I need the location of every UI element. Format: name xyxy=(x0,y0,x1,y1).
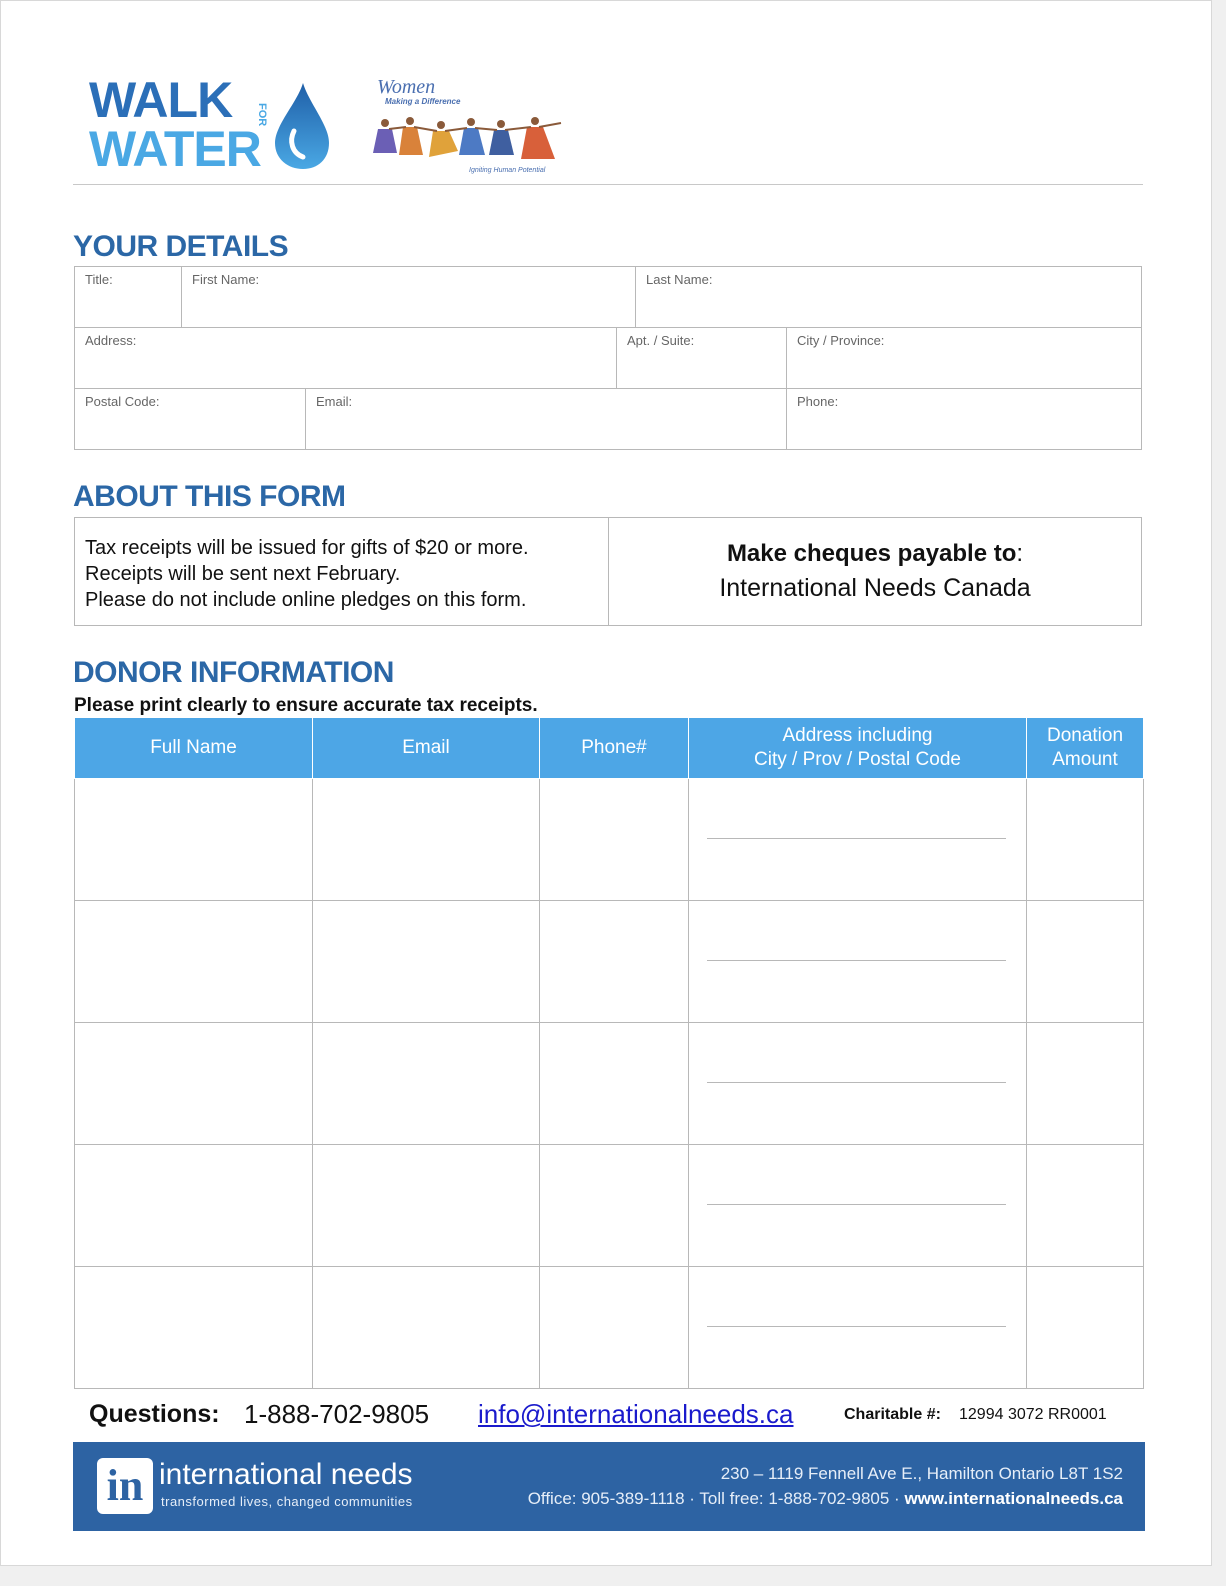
postal-code-label: Postal Code: xyxy=(85,394,160,409)
last-name-label: Last Name: xyxy=(646,272,713,287)
charitable-label: Charitable #: xyxy=(844,1406,941,1423)
org-name: international needs xyxy=(159,1458,413,1491)
walk-for-water-logo xyxy=(89,73,339,173)
phone-cell[interactable] xyxy=(540,1022,689,1144)
table-row xyxy=(75,778,1144,900)
apt-suite-field[interactable] xyxy=(616,327,787,389)
logo-tagline-text: Igniting Human Potential xyxy=(469,167,546,174)
col-donation-amount: Donation Amount xyxy=(1027,718,1144,778)
international-needs-logo-icon: in xyxy=(97,1458,153,1514)
contact-email-link[interactable]: info@internationalneeds.ca xyxy=(478,1399,794,1429)
cheque-payable-label xyxy=(609,540,1141,568)
first-name-field[interactable] xyxy=(181,266,636,328)
full-name-cell[interactable] xyxy=(75,1144,313,1266)
phone-cell[interactable] xyxy=(540,900,689,1022)
cheque-payable-text: Make cheques payable to xyxy=(726,540,1017,567)
col-phone: Phone# xyxy=(540,718,689,778)
address-line-divider xyxy=(707,838,1006,839)
phone-cell[interactable] xyxy=(540,1266,689,1388)
address-line-divider xyxy=(707,1326,1006,1327)
title-field[interactable] xyxy=(74,266,182,328)
email-cell[interactable] xyxy=(313,900,540,1022)
first-name-label: First Name: xyxy=(192,272,260,287)
footer-office-phones: Office: 905-389-1118 · Toll free: 1-888-702-9805 · xyxy=(527,1489,900,1508)
postal-code-field[interactable] xyxy=(74,388,306,450)
apt-suite-label: Apt. / Suite: xyxy=(627,333,695,348)
header-divider xyxy=(73,184,1143,185)
questions-label: Questions: xyxy=(89,1400,220,1428)
donor-table-header xyxy=(75,718,1144,778)
email-cell[interactable] xyxy=(313,1144,540,1266)
logo-making-difference-text: Making a Difference xyxy=(385,97,461,106)
full-name-cell[interactable] xyxy=(75,900,313,1022)
email-cell[interactable] xyxy=(313,778,540,900)
address-field[interactable] xyxy=(74,327,617,389)
footer-website-link[interactable]: www.internationalneeds.ca xyxy=(904,1489,1123,1508)
phone-cell[interactable] xyxy=(540,778,689,900)
table-row xyxy=(75,900,1144,1022)
amount-cell[interactable] xyxy=(1027,900,1144,1022)
footer-office-line xyxy=(528,1489,1123,1509)
email-label: Email: xyxy=(316,394,353,409)
logo-women-text: Women xyxy=(377,76,436,98)
amount-cell[interactable] xyxy=(1027,1266,1144,1388)
address-line-divider xyxy=(707,960,1006,961)
about-line-1: Tax receipts will be issued for gifts of $20 or more. xyxy=(85,537,529,559)
phone-cell[interactable] xyxy=(540,1144,689,1266)
logo-for-text: FOR xyxy=(256,103,268,127)
address-cell[interactable] xyxy=(689,778,1027,900)
cheque-payee-name: International Needs Canada xyxy=(719,574,1031,602)
footer-banner xyxy=(73,1442,1145,1531)
your-details-heading: YOUR DETAILS xyxy=(73,230,289,263)
footer-address: 230 – 1119 Fennell Ave E., Hamilton Ontario L8T 1S2 xyxy=(720,1464,1123,1483)
table-row xyxy=(75,1144,1144,1266)
col-email: Email xyxy=(313,718,540,778)
full-name-cell[interactable] xyxy=(75,778,313,900)
address-cell[interactable] xyxy=(689,900,1027,1022)
address-line-divider xyxy=(707,1082,1006,1083)
about-form-heading: ABOUT THIS FORM xyxy=(73,480,346,513)
address-cell[interactable] xyxy=(689,1022,1027,1144)
address-line-divider xyxy=(707,1204,1006,1205)
address-cell[interactable] xyxy=(689,1144,1027,1266)
donor-info-heading: DONOR INFORMATION xyxy=(73,656,394,689)
email-cell[interactable] xyxy=(313,1022,540,1144)
charitable-number: 12994 3072 RR0001 xyxy=(959,1406,1107,1423)
full-name-cell[interactable] xyxy=(75,1022,313,1144)
logo-water-text: WATER xyxy=(89,121,261,173)
logo-walk-text: WALK xyxy=(89,73,233,128)
city-province-field[interactable] xyxy=(786,327,1142,389)
about-info-box xyxy=(74,517,609,626)
city-province-label: City / Province: xyxy=(797,333,885,348)
contact-phone: 1-888-702-9805 xyxy=(244,1399,430,1429)
address-label: Address: xyxy=(85,333,137,348)
amount-cell[interactable] xyxy=(1027,1144,1144,1266)
phone-label: Phone: xyxy=(797,394,839,409)
cheque-payable-colon: : xyxy=(1016,540,1024,567)
email-cell[interactable] xyxy=(313,1266,540,1388)
col-full-name: Full Name xyxy=(75,718,313,778)
table-row xyxy=(75,1266,1144,1388)
email-field[interactable] xyxy=(305,388,787,450)
amount-cell[interactable] xyxy=(1027,1022,1144,1144)
women-making-a-difference-logo xyxy=(363,71,583,179)
col-address: Address including City / Prov / Postal Code xyxy=(689,718,1027,778)
dancing-women-icon xyxy=(373,117,561,159)
about-line-2: Receipts will be sent next February. xyxy=(85,563,401,585)
last-name-field[interactable] xyxy=(635,266,1142,328)
donor-table xyxy=(74,718,1144,1389)
address-cell[interactable] xyxy=(689,1266,1027,1388)
table-row xyxy=(75,1022,1144,1144)
about-line-3: Please do not include online pledges on this form. xyxy=(85,589,527,611)
title-label: Title: xyxy=(85,272,113,287)
amount-cell[interactable] xyxy=(1027,778,1144,900)
org-tagline: transformed lives, changed communities xyxy=(161,1494,413,1509)
cheque-info-box xyxy=(608,517,1142,626)
phone-field[interactable] xyxy=(786,388,1142,450)
donor-info-subtitle: Please print clearly to ensure accurate tax receipts. xyxy=(74,695,538,716)
full-name-cell[interactable] xyxy=(75,1266,313,1388)
